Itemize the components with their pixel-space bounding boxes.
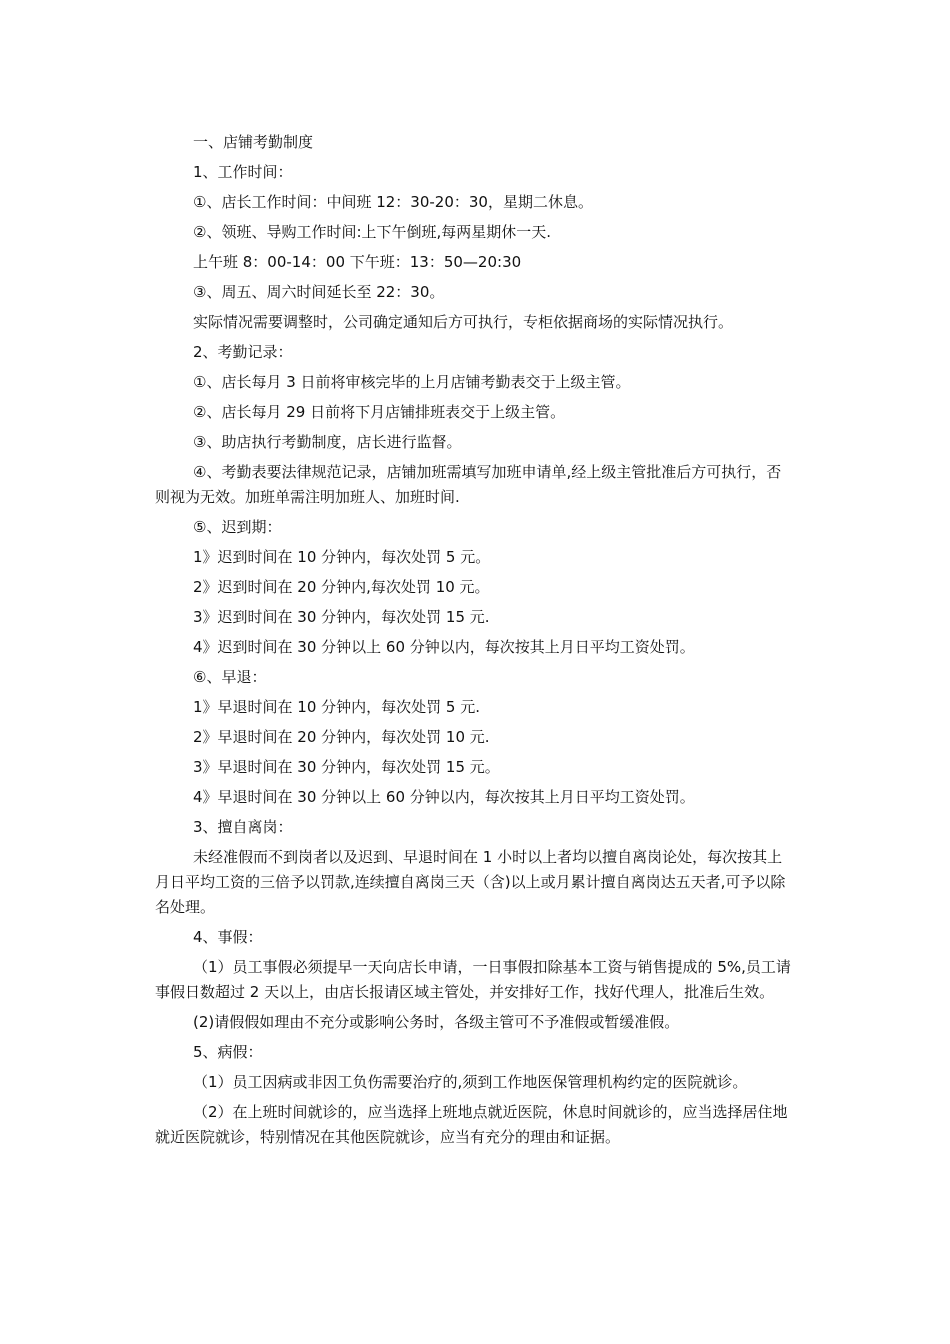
section-1-item-1: ①、店长工作时间：中间班 12：30-20：30，星期二休息。 <box>193 193 593 211</box>
section-2-item-1: ①、店长每月 3 日前将审核完毕的上月店铺考勤表交于上级主管。 <box>193 373 631 391</box>
document-heading: 一、店铺考勤制度 <box>193 133 314 151</box>
section-1-item-2: ②、领班、导购工作时间:上下午倒班,每两星期休一天. <box>193 223 552 241</box>
late-rule-3: 3》迟到时间在 30 分钟内，每次处罚 15 元. <box>193 608 490 626</box>
section-5-item-2: （2）在上班时间就诊的，应当选择上班地点就近医院，休息时间就诊的，应当选择居住地就近医院就诊，特别情况在其他医院就诊，应当有充分的理由和证据。 <box>155 1103 788 1146</box>
section-1-shift-times: 上午班 8：00-14：00 下午班：13：50—20:30 <box>193 253 522 271</box>
section-1-item-3: ③、周五、周六时间延长至 22：30。 <box>193 283 445 301</box>
section-4-item-2: (2)请假假如理由不充分或影响公务时，各级主管可不予准假或暂缓准假。 <box>193 1013 680 1031</box>
section-5-title: 5、病假： <box>193 1043 263 1061</box>
section-3-text: 未经准假而不到岗者以及迟到、早退时间在 1 小时以上者均以擅自离岗论处，每次按其上月日平均工资的三倍予以罚款,连续擅自离岗三天（含)以上或月累计擅自离岗达五天者,可予以除名处理。 <box>155 848 786 916</box>
section-2-early-title: ⑥、早退： <box>193 668 267 686</box>
early-rule-1: 1》早退时间在 10 分钟内，每次处罚 5 元. <box>193 698 481 716</box>
early-rule-2: 2》早退时间在 20 分钟内，每次处罚 10 元. <box>193 728 490 746</box>
document-body <box>155 130 795 1155</box>
early-rule-3: 3》早退时间在 30 分钟内，每次处罚 15 元。 <box>193 758 500 776</box>
section-5-item-1: （1）员工因病或非因工负伤需要治疗的,须到工作地医保管理机构约定的医院就诊。 <box>193 1073 748 1091</box>
late-rule-4: 4》迟到时间在 30 分钟以上 60 分钟以内，每次按其上月日平均工资处罚。 <box>193 638 695 656</box>
late-rule-2: 2》迟到时间在 20 分钟内,每次处罚 10 元。 <box>193 578 490 596</box>
section-2-title: 2、考勤记录： <box>193 343 293 361</box>
section-4-title: 4、事假： <box>193 928 263 946</box>
section-1-note: 实际情况需要调整时，公司确定通知后方可执行，专柜依据商场的实际情况执行。 <box>193 313 734 331</box>
section-2-item-2: ②、店长每月 29 日前将下月店铺排班表交于上级主管。 <box>193 403 566 421</box>
section-4-item-1: （1）员工事假必须提早一天向店长申请，一日事假扣除基本工资与销售提成的 5%,员工请事假日数超过 2 天以上，由店长报请区域主管处，并安排好工作，找好代理人，批准后生效。 <box>155 958 791 1001</box>
section-3-title: 3、擅自离岗： <box>193 818 293 836</box>
section-2-late-title: ⑤、迟到期： <box>193 518 282 536</box>
section-2-item-3: ③、助店执行考勤制度，店长进行监督。 <box>193 433 462 451</box>
early-rule-4: 4》早退时间在 30 分钟以上 60 分钟以内，每次按其上月日平均工资处罚。 <box>193 788 695 806</box>
late-rule-1: 1》迟到时间在 10 分钟内，每次处罚 5 元。 <box>193 548 491 566</box>
section-2-item-4: ④、考勤表要法律规范记录，店铺加班需填写加班申请单,经上级主管批准后方可执行，否则视为无效。加班单需注明加班人、加班时间. <box>155 463 782 506</box>
section-1-title: 1、工作时间： <box>193 163 293 181</box>
